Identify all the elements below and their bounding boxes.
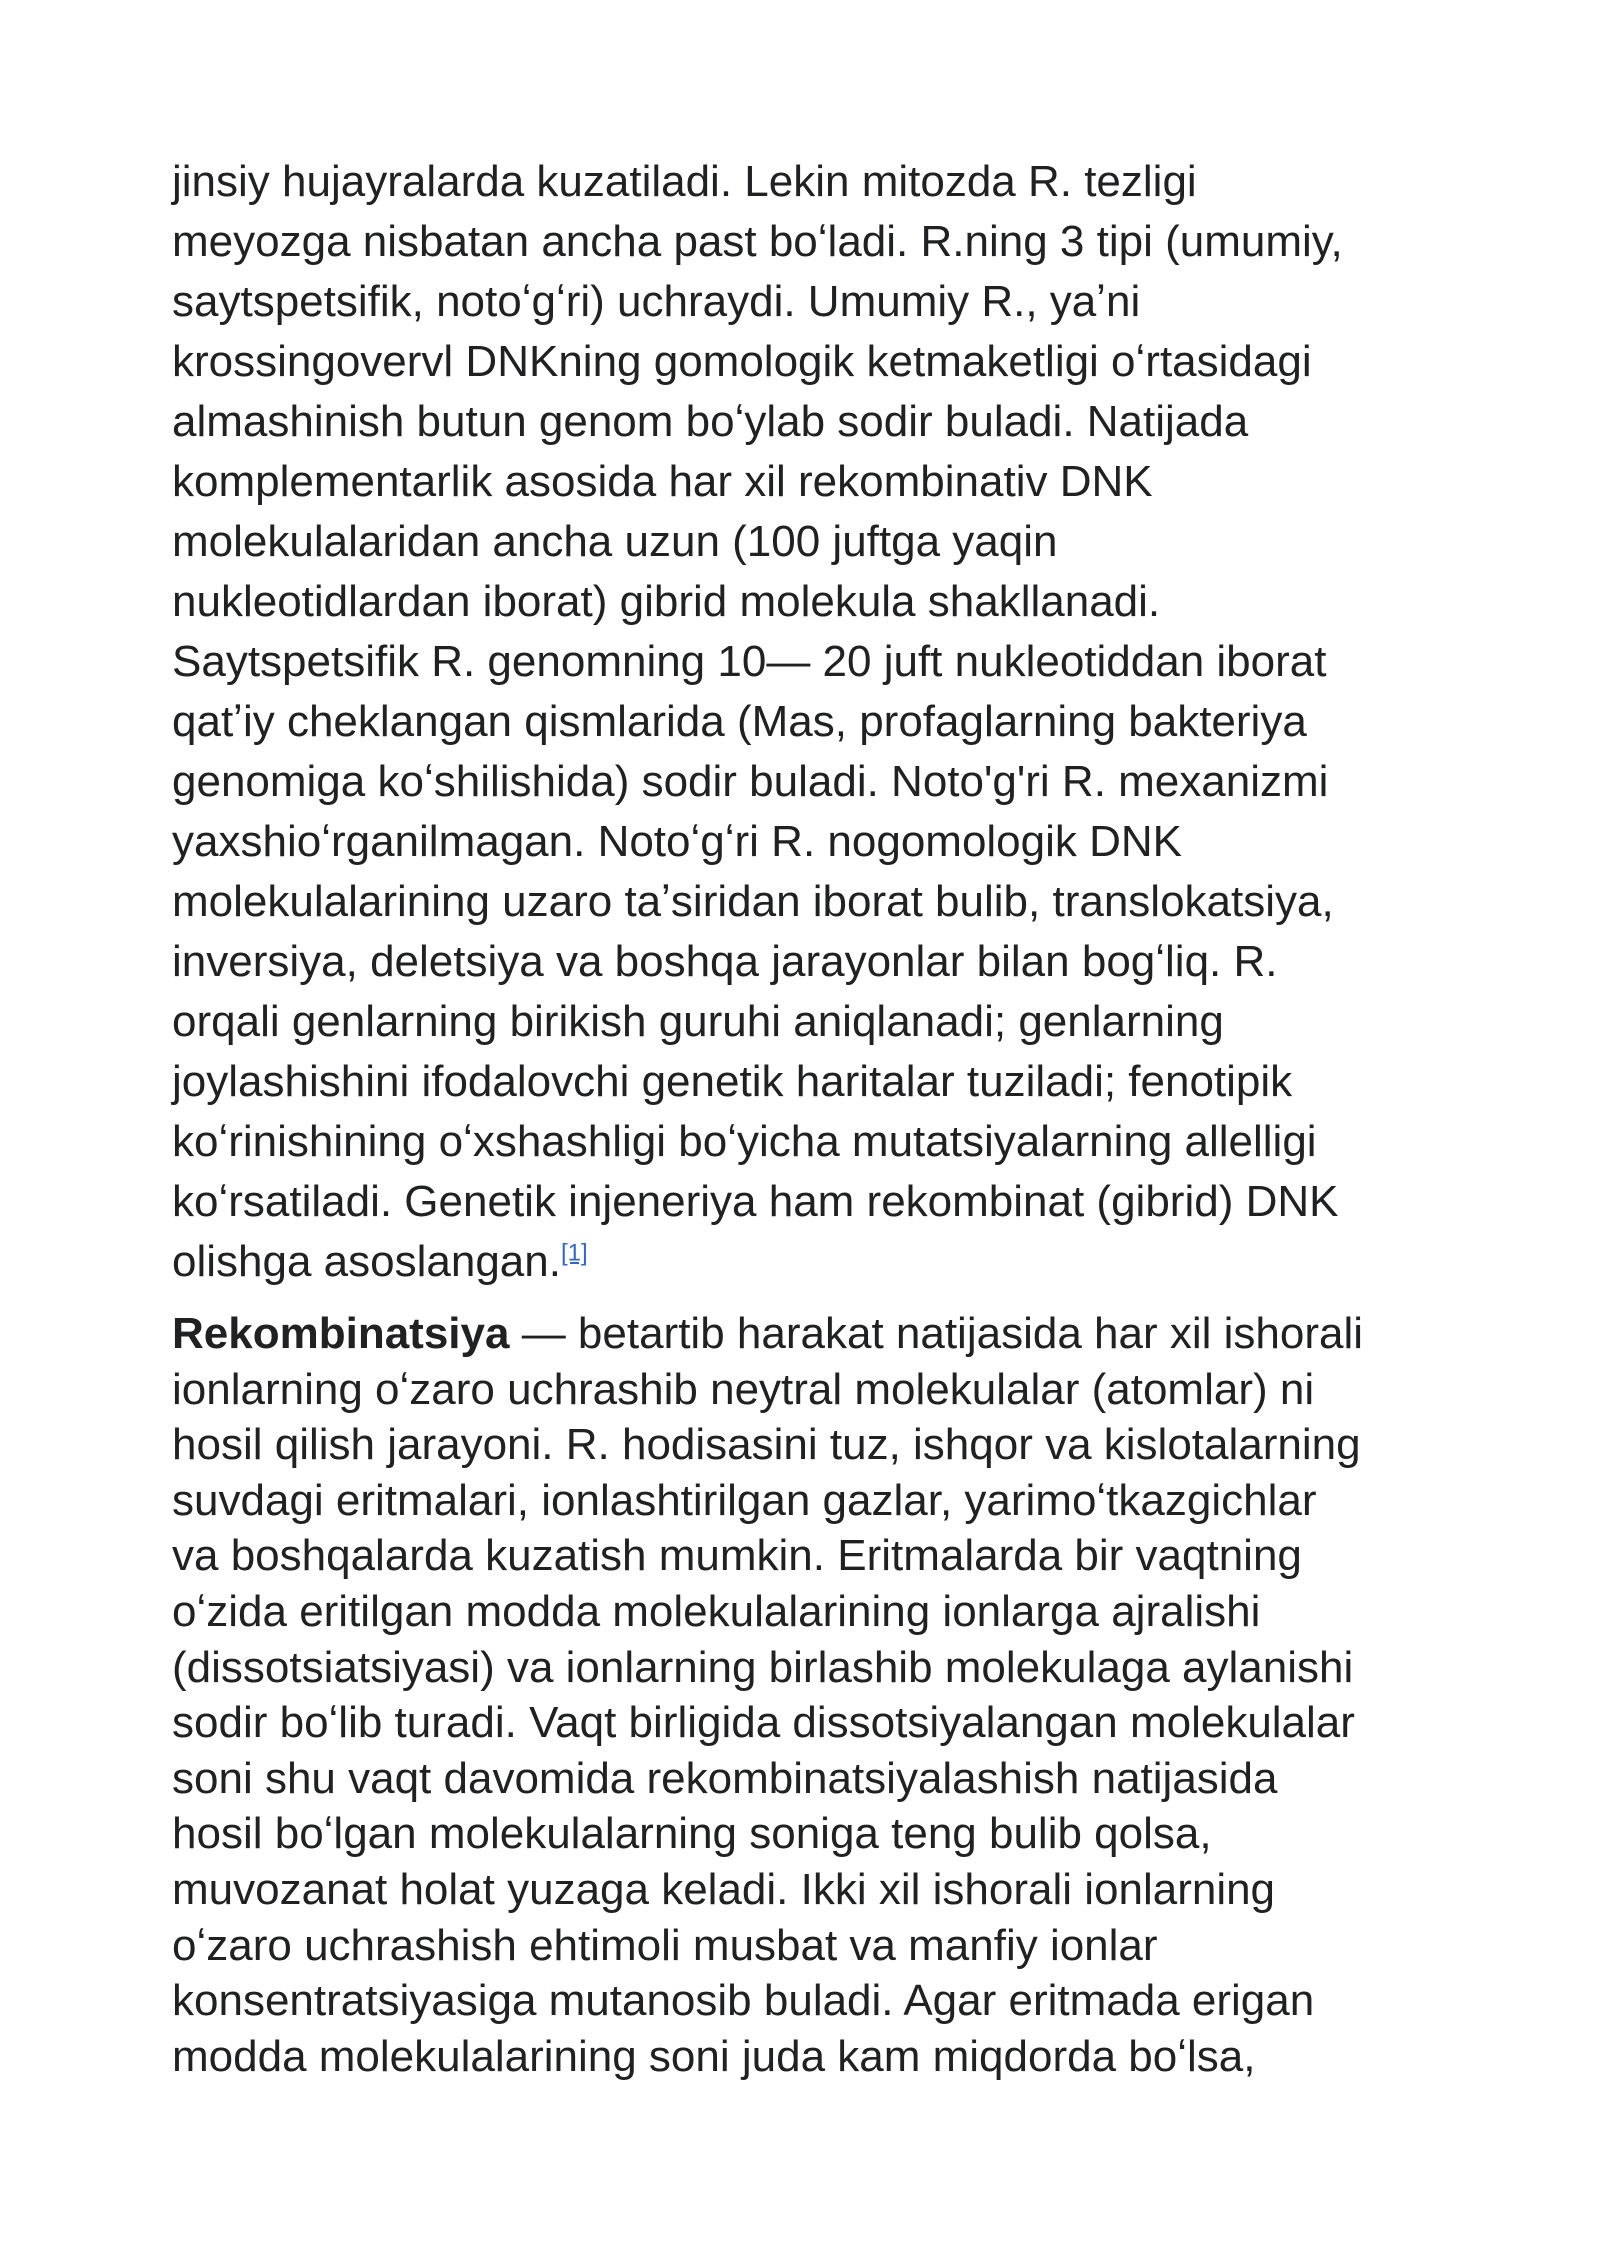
text-line-first [172,1306,1482,1362]
text-line: jinsiy hujayralarda kuzatiladi. Lekin mitozda R. tezligi [172,157,1197,206]
text-line: hosil boʻlgan molekulalarning soniga teng bulib qolsa, [172,1809,1212,1859]
term-heading: Rekombinatsiya [172,1309,510,1358]
paragraph-rekombinatsiya-definition [172,1306,1482,2084]
text-line: koʻrsatiladi. Genetik injeneriya ham rekombinat (gibrid) DNK [172,1177,1339,1226]
text-line: yaxshioʻrganilmagan. Notoʻgʻri R. nogomologik DNK [172,817,1183,866]
text-line: almashinish butun genom boʻylab sodir buladi. Natijada [172,397,1249,446]
reference-link[interactable]: [1] [560,1239,588,1267]
text-line: hosil qilish jarayoni. R. hodisasini tuz, ishqor va kislotalarning [172,1420,1361,1470]
text-line: Saytspetsifik R. genomning 10— 20 juft nukleotiddan iborat [172,637,1327,686]
text-line: koʻrinishining oʻxshashligi boʻyicha mutatsiyalarning allelligi [172,1117,1317,1166]
text-line: nukleotidlardan iborat) gibrid molekula shakllanadi. [172,577,1161,626]
text-line: inversiya, deletsiya va boshqa jarayonlar bilan bogʻliq. R. [172,937,1278,986]
text-line: joylashishini ifodalovchi genetik haritalar tuziladi; fenotipik [172,1057,1293,1106]
text-line-content: — betartib harakat natijasida har xil ishorali [509,1309,1363,1358]
text-line: va boshqalarda kuzatish mumkin. Eritmalarda bir vaqtning [172,1531,1302,1581]
text-line: suvdagi eritmalari, ionlashtirilgan gazlar, yarimoʻtkazgichlar [172,1475,1317,1525]
text-line: muvozanat holat yuzaga keladi. Ikki xil ishorali ionlarning [172,1864,1276,1914]
text-line: saytspetsifik, notoʻgʻri) uchraydi. Umumiy R., yaʼni [172,277,1141,326]
text-line: ionlarning oʻzaro uchrashib neytral molekulalar (atomlar) ni [172,1364,1315,1414]
text-line: (dissotsiatsiyasi) va ionlarning birlashib molekulaga aylanishi [172,1642,1354,1692]
text-line: molekulalaridan ancha uzun (100 juftga yaqin [172,517,1058,566]
text-line: molekulalarining uzaro taʼsiridan iborat bulib, translokatsiya, [172,877,1334,926]
text-line-content: olishga asoslangan. [172,1237,561,1286]
text-line: sodir boʻlib turadi. Vaqt birligida dissotsiyalangan molekulalar [172,1698,1355,1748]
text-line: orqali genlarning birikish guruhi aniqlanadi; genlarning [172,997,1224,1046]
text-line: krossingovervl DNKning gomologik ketmaketligi oʻrtasidagi [172,337,1312,386]
text-line: konsentratsiyasiga mutanosib buladi. Agar eritmada erigan [172,1976,1315,2026]
text-line: oʻzaro uchrashish ehtimoli musbat va manfiy ionlar [172,1920,1158,1970]
paragraph-recombination-types [172,152,1472,1292]
text-line: genomiga koʻshilishida) sodir buladi. Noto'g'ri R. mexanizmi [172,757,1329,806]
text-line: soni shu vaqt davomida rekombinatsiyalashish natijasida [172,1753,1278,1803]
text-line: oʻzida eritilgan modda molekulalarining ionlarga ajralishi [172,1586,1261,1636]
document-page [172,152,1482,2084]
text-line: meyozga nisbatan ancha past boʻladi. R.ning 3 tipi (umumiy, [172,217,1343,266]
text-line: modda molekulalarining soni juda kam miqdorda boʻlsa, [172,2031,1256,2081]
text-line: komplementarlik asosida har xil rekombinativ DNK [172,457,1153,506]
text-line-last [172,1232,1472,1292]
text-line: qatʼiy cheklangan qismlarida (Mas, profaglarning bakteriya [172,697,1307,746]
